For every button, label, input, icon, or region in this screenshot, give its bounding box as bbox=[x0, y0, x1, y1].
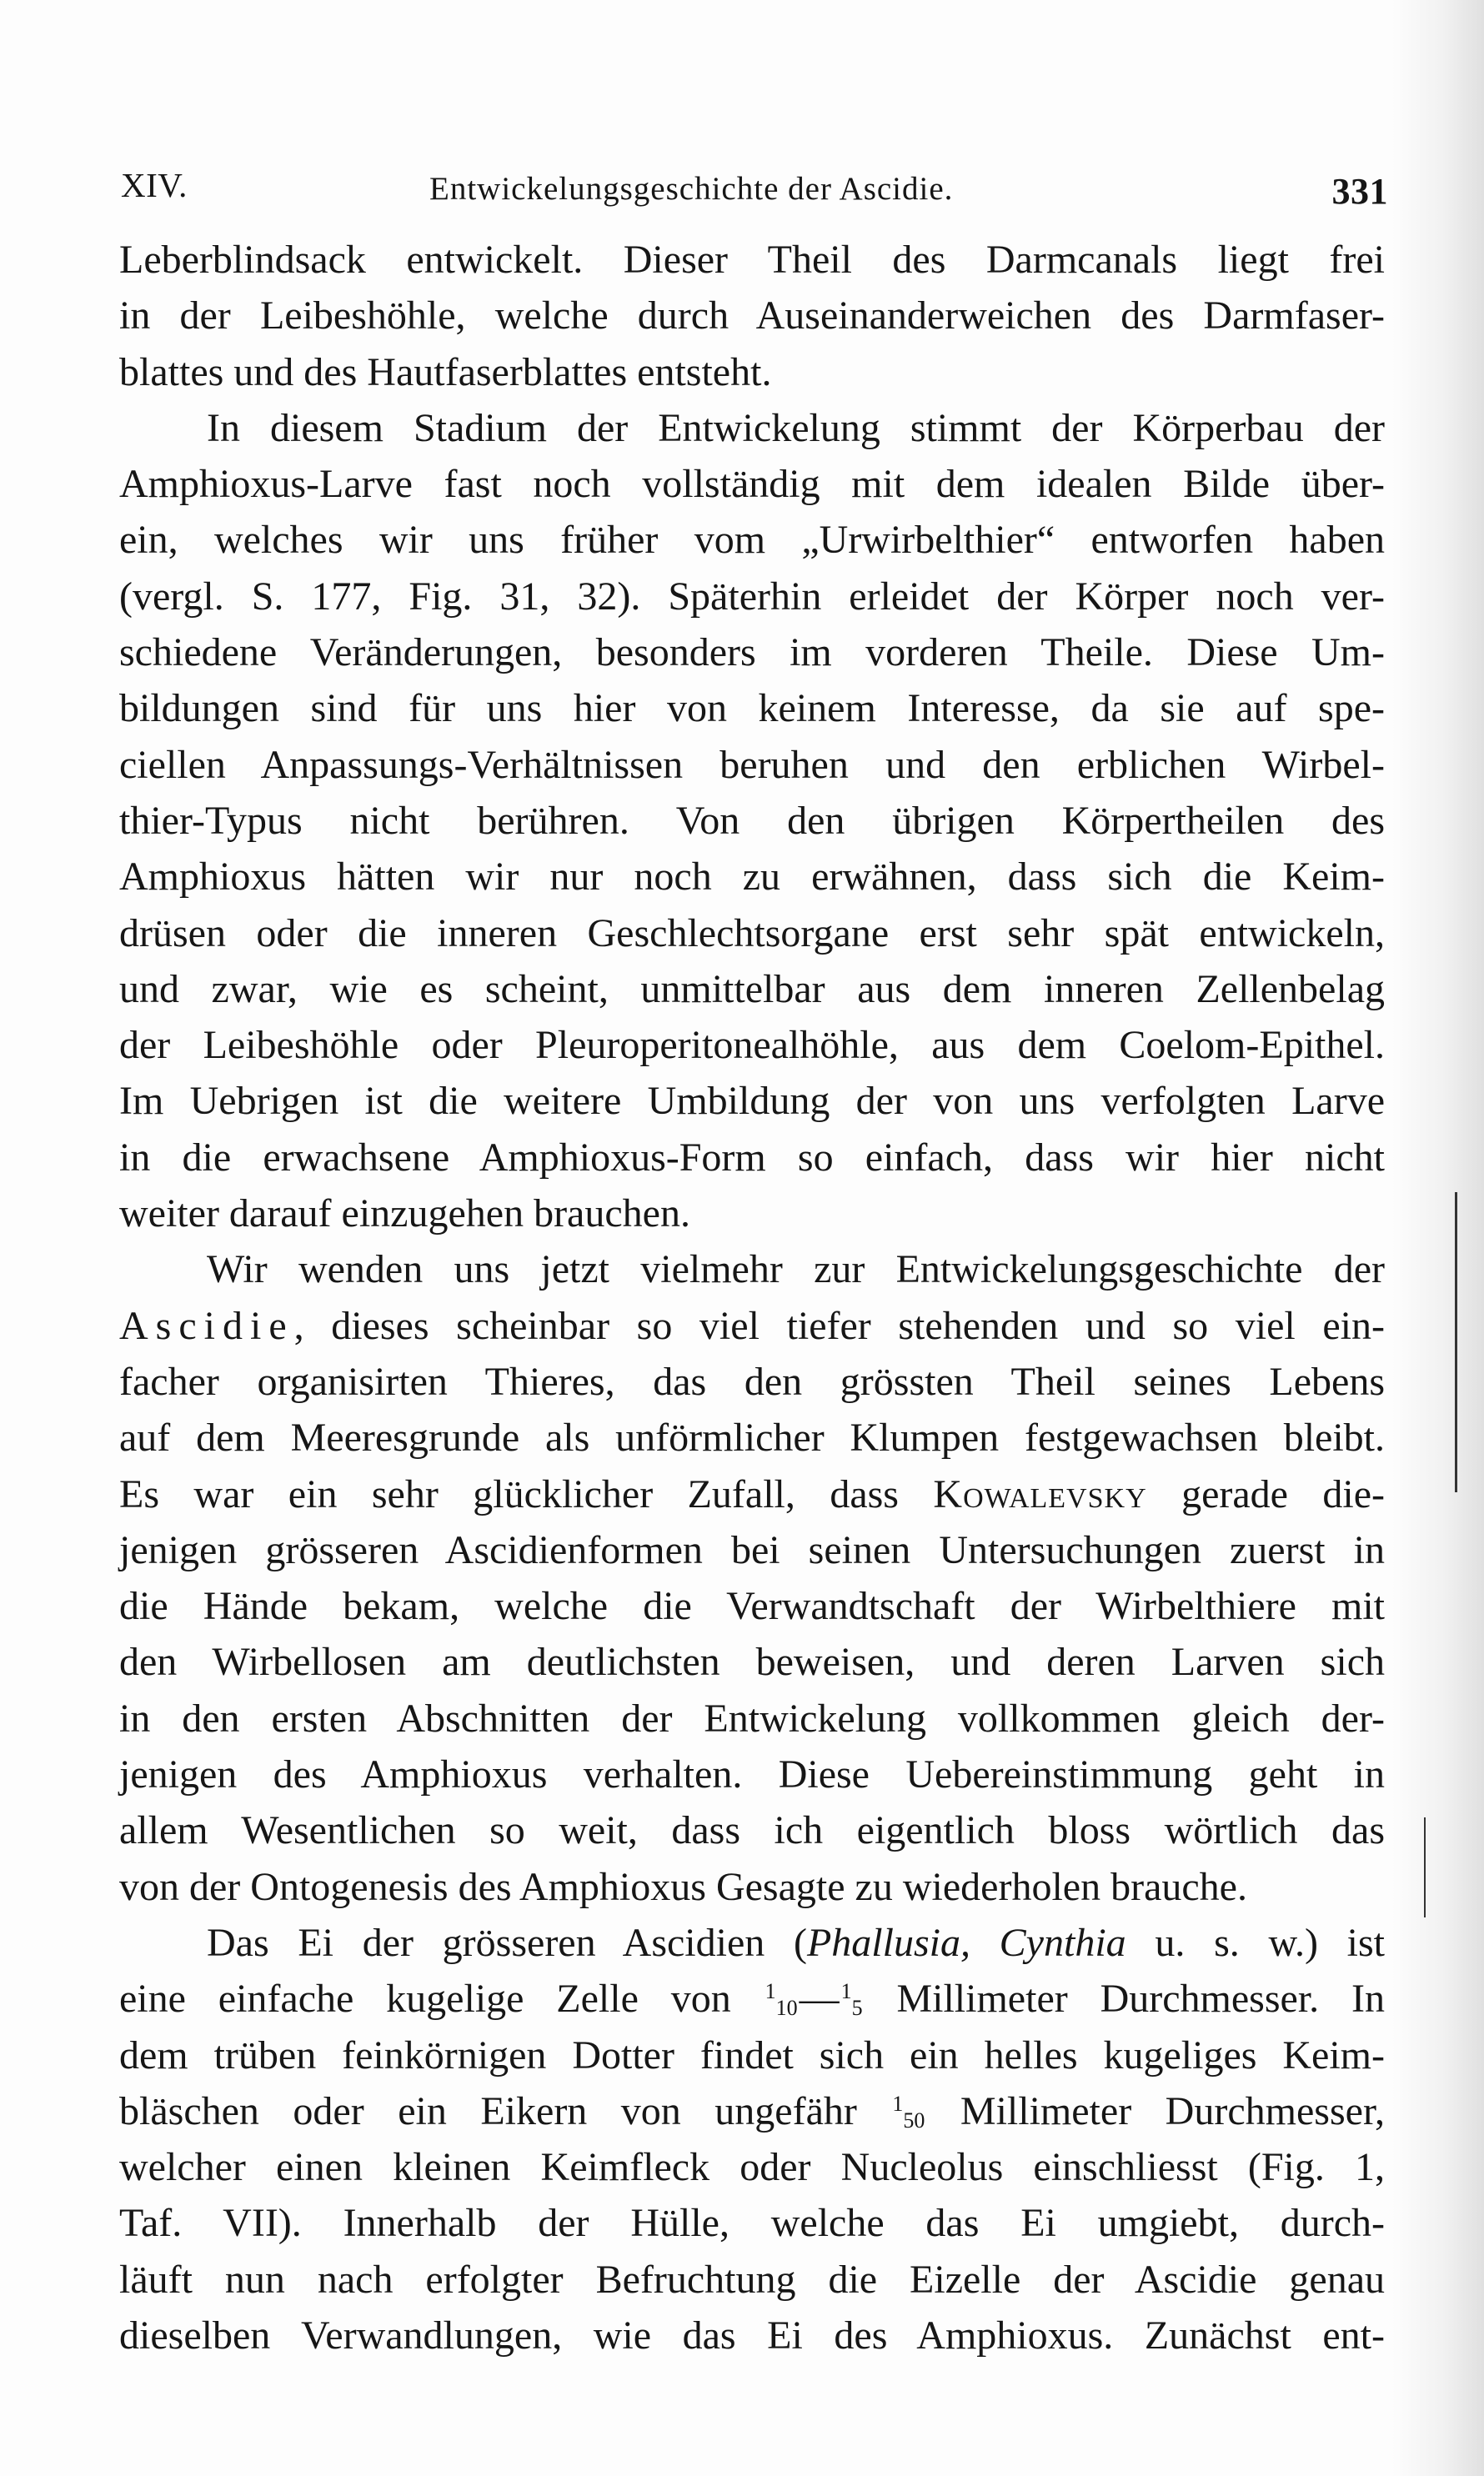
text-line: allem Wesentlichen so weit, dass ich eigentlich bloss wörtlich das bbox=[119, 1808, 1385, 1853]
text-line: Taf. VII). Innerhalb der Hülle, welche das Ei umgiebt, durch- bbox=[119, 2201, 1385, 2246]
text-line: ein, welches wir uns früher vom „Urwirbelthier“ entworfen haben bbox=[119, 518, 1385, 563]
running-head bbox=[121, 158, 1388, 217]
text-line: jenigen grösseren Ascidienformen bei seinen Untersuchungen zuerst in bbox=[119, 1527, 1385, 1572]
text-segment: Es war ein sehr glücklicher Zufall, dass bbox=[119, 1471, 899, 1516]
text-line: läuft nun nach erfolgter Befruchtung die Eizelle der Ascidie genau bbox=[119, 2257, 1385, 2302]
text-line: in den ersten Abschnitten der Entwickelung vollkommen gleich der- bbox=[119, 1696, 1385, 1741]
text-segment: Millimeter Durchmesser. In bbox=[896, 1977, 1385, 2022]
text-line: und zwar, wie es scheint, unmittelbar aus dem inneren Zellenbelag bbox=[119, 966, 1385, 1011]
text-line: bildungen sind für uns hier von keinem Interesse, da sie auf spe- bbox=[119, 686, 1385, 731]
running-title: Entwickelungsgeschichte der Ascidie. bbox=[429, 171, 954, 207]
text-line: den Wirbellosen am deutlichsten beweisen, und deren Larven sich bbox=[119, 1640, 1385, 1685]
page-edge-shadow bbox=[1392, 0, 1484, 2476]
text-segment: Millimeter Durchmesser, bbox=[960, 2088, 1385, 2133]
text-line: in die erwachsene Amphioxus-Form so einfach, dass wir hier nicht bbox=[119, 1135, 1385, 1180]
text-line: blattes und des Hautfaserblattes entsteht. bbox=[119, 349, 772, 394]
margin-rule bbox=[1455, 1192, 1457, 1492]
text-segment: Das Ei der grösseren Ascidien ( bbox=[207, 1920, 807, 1965]
chapter-number: XIV. bbox=[121, 166, 188, 204]
fraction: 150 bbox=[892, 2091, 925, 2133]
text-line: weiter darauf einzugehen brauchen. bbox=[119, 1191, 690, 1236]
body-text bbox=[119, 232, 1385, 2363]
text-line: dem trüben feinkörnigen Dotter findet sich ein helles kugeliges Keim- bbox=[119, 2032, 1385, 2078]
text-line: dieselben Verwandlungen, wie das Ei des Amphioxus. Zunächst ent- bbox=[119, 2313, 1385, 2358]
text-line: der Leibeshöhle oder Pleuroperitonealhöhle, aus dem Coelom-Epithel. bbox=[119, 1023, 1385, 1068]
text-line: jenigen des Amphioxus verhalten. Diese Uebereinstimmung geht in bbox=[119, 1752, 1385, 1797]
spaced-term: Ascidie bbox=[119, 1303, 294, 1348]
text-line: In diesem Stadium der Entwickelung stimmt der Körperbau der bbox=[207, 405, 1385, 450]
text-line: in der Leibeshöhle, welche durch Auseinanderweichen des Darmfaser- bbox=[119, 293, 1385, 338]
text-line: Wir wenden uns jetzt vielmehr zur Entwickelungsgeschichte der bbox=[207, 1247, 1385, 1292]
text-line: von der Ontogenesis des Amphioxus Gesagte zu wiederholen brauche. bbox=[119, 1864, 1247, 1909]
text-line: die Hände bekam, welche die Verwandtschaft der Wirbelthiere mit bbox=[119, 1584, 1385, 1629]
text-segment: u. s. w.) ist bbox=[1155, 1920, 1386, 1965]
author-name: Kowalevsky bbox=[933, 1471, 1147, 1516]
text-line: Im Uebrigen ist die weitere Umbildung der von uns verfolgten Larve bbox=[119, 1079, 1385, 1124]
text-line: (vergl. S. 177, Fig. 31, 32). Späterhin erleidet der Körper noch ver- bbox=[119, 574, 1385, 619]
text-line: Amphioxus hätten wir nur noch zu erwähnen, dass sich die Keim- bbox=[119, 855, 1385, 900]
text-line bbox=[119, 1466, 1385, 1522]
text-line: thier-Typus nicht berühren. Von den übrigen Körpertheilen des bbox=[119, 798, 1385, 843]
text-segment: bläschen oder ein Eikern von ungefähr bbox=[119, 2088, 857, 2133]
text-line: facher organisirten Thieres, das den grössten Theil seines Lebens bbox=[119, 1359, 1385, 1404]
text-line: schiedene Veränderungen, besonders im vorderen Theile. Diese Um- bbox=[119, 630, 1385, 675]
text-line bbox=[119, 2083, 1385, 2139]
text-line: ciellen Anpassungs-Verhältnissen beruhen und den erblichen Wirbel- bbox=[119, 742, 1385, 787]
text-line: Amphioxus-Larve fast noch vollständig mit dem idealen Bilde über- bbox=[119, 462, 1385, 507]
text-segment: , dieses scheinbar so viel tiefer stehenden und so viel ein- bbox=[293, 1303, 1385, 1348]
dash: — bbox=[799, 1977, 840, 2022]
text-line: welcher einen kleinen Keimfleck oder Nucleolus einschliesst (Fig. 1, bbox=[119, 2145, 1385, 2190]
page-number: 331 bbox=[1331, 171, 1388, 212]
text-segment: gerade die- bbox=[1181, 1471, 1386, 1516]
text-segment: eine einfache kugelige Zelle von bbox=[119, 1977, 731, 2022]
text-line bbox=[119, 1971, 1385, 2027]
fraction: 110 bbox=[765, 1979, 798, 2021]
margin-rule bbox=[1424, 1817, 1426, 1917]
fraction: 15 bbox=[840, 1979, 863, 2021]
text-line: drüsen oder die inneren Geschlechtsorgane erst sehr spät entwickeln, bbox=[119, 910, 1385, 955]
text-line bbox=[119, 1915, 1385, 1971]
text-line bbox=[119, 1298, 1385, 1354]
text-line: Leberblindsack entwickelt. Dieser Theil des Darmcanals liegt frei bbox=[119, 238, 1385, 282]
genus-names: Phallusia, Cynthia bbox=[806, 1920, 1126, 1965]
text-line: auf dem Meeresgrunde als unförmlicher Klumpen festgewachsen bleibt. bbox=[119, 1416, 1385, 1461]
